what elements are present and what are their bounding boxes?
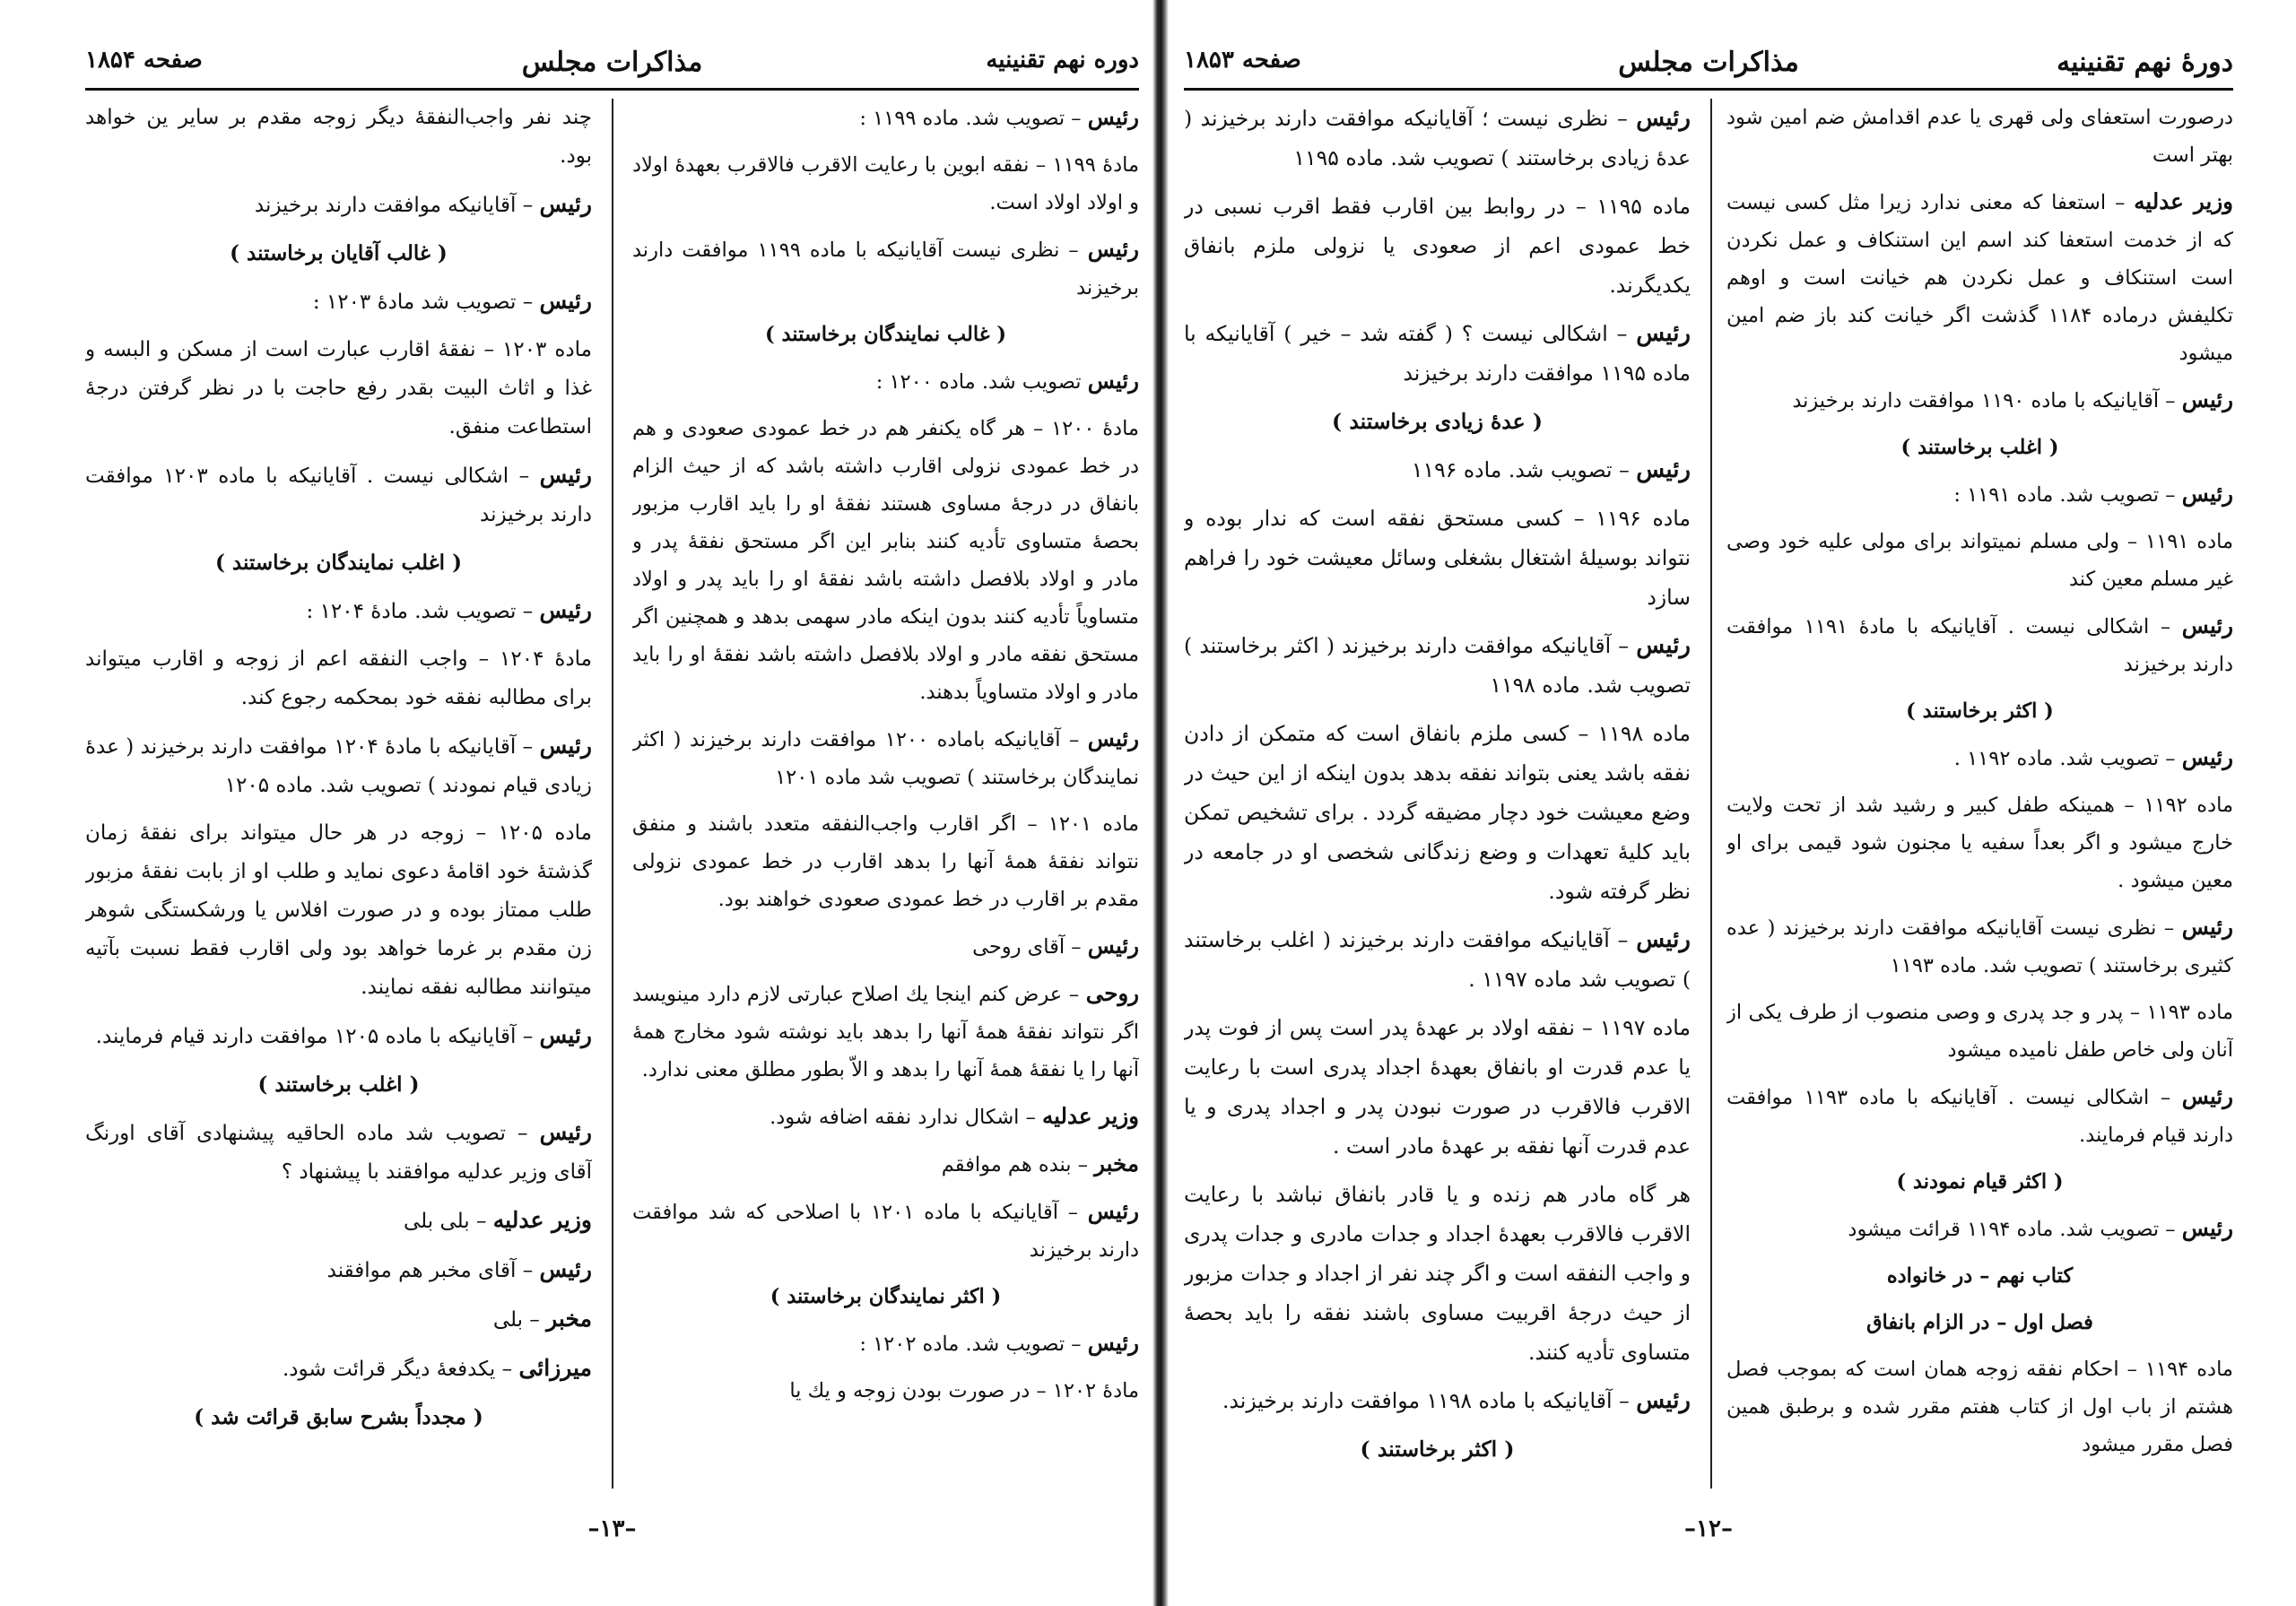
speaker-paragraph xyxy=(1726,1210,2233,1248)
left-page-label: صفحه ۱۸۵۴ xyxy=(85,47,203,74)
paragraph-text: ( اكثر برخاستند ) xyxy=(1906,699,2054,723)
speaker-paragraph xyxy=(1726,908,2233,985)
paragraph-text: ( اكثر قيام نمودند ) xyxy=(1896,1170,2064,1194)
speaker-paragraph xyxy=(1184,99,1691,178)
speaker-paragraph xyxy=(85,1201,592,1241)
paragraph-text: ( اكثر نمايندگان برخاستند ) xyxy=(770,1285,1002,1308)
paragraph-text: – آقايانيكه باماده ۱۲۰۰ موافقت دارند برخيزند ( اكثر نمايندگان برخاستند ) تصويب شد ماده ۱۲۰۱ xyxy=(632,728,1139,789)
paragraph-text: – تصويب شد. ماده ۱۱۹۹ : xyxy=(859,107,1082,130)
vote-note xyxy=(1726,692,2233,730)
speaker-paragraph xyxy=(85,282,592,322)
paragraph-text: ماده ۱۲۰۵ – زوجه در هر حال ميتواند براى نفقهٔ زمان گذشتهٔ خود اقامهٔ دعوى نمايد و طلب او از بابت نفقهٔ مزبور طلب ممتاز بوده و در صورت افلاس يا ورشكستگى شوهر زن مقدم بر غرما خواهد بود ولى اقارب فقط نسبت بآتيه ميتوانند مطالبه نفقه نمايند. xyxy=(85,821,592,999)
paragraph-text: ماده ۱۲۰۳ – نفقهٔ اقارب عبارت است از مسكن و البسه و غذا و اثاث البيت بقدر رفع حاجت با در نظر گرفتن درجهٔ استطاعت منفق. xyxy=(85,338,592,438)
paragraph-text: مادهٔ ۱۲۰۲ – در صورت بودن زوجه و يك يا xyxy=(789,1379,1139,1402)
speaker-paragraph xyxy=(85,1349,592,1389)
speaker-name: رئيس xyxy=(539,733,592,759)
paragraph-text: – تصويب شد. ماده ۱۱۹۴ قرائت ميشود xyxy=(1848,1218,2176,1241)
speaker-name: رئيس xyxy=(1087,1198,1139,1224)
right-page-title: مذاكرات مجلس xyxy=(1618,47,1799,78)
speaker-paragraph xyxy=(632,975,1139,1089)
speaker-paragraph xyxy=(1726,1078,2233,1154)
vote-note xyxy=(1184,402,1691,441)
speaker-name: رئيس xyxy=(2181,386,2233,412)
speaker-name: رئيس xyxy=(539,1119,592,1145)
right-page-number: –۱۲– xyxy=(1684,1515,1733,1542)
speaker-name: رئيس xyxy=(2181,1083,2233,1109)
speaker-name: رئيس xyxy=(1636,1387,1691,1414)
speaker-paragraph xyxy=(1726,739,2233,777)
book-gutter xyxy=(1152,0,1169,1606)
paragraph-text: – تصويب شد مادهٔ ۱۲۰۳ : xyxy=(312,291,534,314)
paragraph-text: ( اكثر برخاستند ) xyxy=(1360,1437,1515,1462)
speaker-name: وزير عدليه xyxy=(1041,1103,1139,1129)
article-paragraph xyxy=(632,805,1139,918)
speaker-name: مخبر xyxy=(546,1306,592,1332)
speaker-paragraph xyxy=(1184,626,1691,705)
speaker-paragraph xyxy=(85,1016,592,1056)
paragraph-text: ( غالب نمايندگان برخاستند ) xyxy=(765,323,1006,346)
paragraph-text: – اشكالى نيست . آقايانيكه با مادهٔ ۱۱۹۱ موافقت دارند برخيزند xyxy=(1726,615,2233,676)
paragraph-text: – آقاى روحى xyxy=(972,935,1082,959)
paragraph-text: – بلى xyxy=(492,1308,540,1332)
paragraph-text: – اشكال ندارد نفقه اضافه شود. xyxy=(770,1106,1036,1129)
speaker-name: رئيس xyxy=(1636,632,1691,659)
speaker-paragraph xyxy=(1184,314,1691,393)
speaker-name: رئيس xyxy=(1636,320,1691,347)
speaker-name: رئيس xyxy=(539,462,592,488)
article-paragraph xyxy=(1726,523,2233,598)
article-paragraph xyxy=(1184,714,1691,911)
column-divider xyxy=(612,99,613,1489)
speaker-name: رئيس xyxy=(539,597,592,623)
left-page-column-left xyxy=(85,99,592,1489)
paragraph-text: – تصويب شد. مادهٔ ۱۲۰۴ : xyxy=(306,600,534,623)
article-paragraph xyxy=(1726,1350,2233,1463)
left-page-number: –۱۳– xyxy=(587,1515,637,1542)
article-paragraph xyxy=(1184,1008,1691,1166)
paragraph-text: ماده ۱۲۰۱ – اگر اقارب واجب‌النفقه متعدد باشند و منفق نتواند نفقهٔ همهٔ آنها را بدهد اقارب در خط عمودى نزولى مقدم بر اقارب در خط عمودى صعودى خواهند بود. xyxy=(632,812,1139,911)
speaker-paragraph xyxy=(1726,183,2233,372)
paragraph-text: ( اغلب برخاستند ) xyxy=(1900,436,2059,459)
vote-note xyxy=(85,543,592,582)
paragraph-text: فصل اول – در الزام بانفاق xyxy=(1866,1311,2093,1334)
paragraph-text: – تصويب شد. ماده ۱۱۹۱ : xyxy=(1953,483,2176,507)
paragraph-text: – اشكالى نيست ؟ ( گفته شد – خير ) آقايانيكه با ماده ۱۱۹۵ موافقت دارند برخيزند xyxy=(1184,321,1691,386)
speaker-paragraph xyxy=(632,99,1139,137)
right-page-column-left xyxy=(1184,99,1691,1489)
right-page-column-right xyxy=(1726,99,2233,1489)
paragraph-text: – تصويب شد ماده الحاقيه پيشنهادى آقاى اورنگ آقاى وزير عدليه موافقند با پيشنهاد ؟ xyxy=(85,1122,592,1184)
speaker-name: رئيس xyxy=(1087,236,1139,262)
paragraph-text: – آقايانيكه موافقت دارند برخيزند xyxy=(254,194,534,217)
paragraph-text: – نظرى نيست آقايانيكه موافقت دارند برخيزند ( عده كثيرى برخاستند ) تصويب شد. ماده ۱۱۹۳ xyxy=(1726,916,2233,977)
paragraph-text: مادهٔ ۱۲۰۴ – واجب النفقه اعم از زوجه و اقارب ميتواند براى مطالبه نفقه خود بمحكمه رجوع كند. xyxy=(85,647,592,709)
speaker-paragraph xyxy=(85,1299,592,1340)
speaker-paragraph xyxy=(632,1098,1139,1136)
speaker-name: رئيس xyxy=(539,191,592,217)
speaker-name: رئيس xyxy=(1636,456,1691,483)
paragraph-text: تصويب شد. ماده ۱۲۰۰ : xyxy=(875,370,1082,394)
vote-note xyxy=(1726,429,2233,466)
vote-note xyxy=(85,234,592,273)
speaker-paragraph xyxy=(632,1324,1139,1363)
speaker-paragraph xyxy=(632,230,1139,307)
paragraph-text: – تصويب شد. ماده ۱۲۰۲ : xyxy=(859,1333,1082,1356)
paragraph-text: – اشكالى نيست . آقايانيكه با ماده ۱۱۹۳ موافقت دارند قيام فرمايند. xyxy=(1726,1086,2233,1147)
vote-note xyxy=(1726,1163,2233,1201)
article-paragraph xyxy=(1726,786,2233,899)
vote-note xyxy=(632,1278,1139,1315)
speaker-name: رئيس xyxy=(2181,744,2233,770)
speaker-name: رئيس xyxy=(1087,1330,1139,1356)
article-paragraph xyxy=(85,814,592,1007)
speaker-name: رئيس xyxy=(1636,926,1691,953)
paragraph-text: ماده ۱۱۹۷ – نفقه اولاد بر عهدهٔ پدر است پس از فوت پدر يا عدم قدرت او بانفاق بعهدهٔ اجداد پدرى است با رعايت الاقرب فالاقرب در صورت نبودن پدر و اجداد پدرى و يا عدم قدرت آنها نفقه بر عهدهٔ مادر است . xyxy=(1184,1015,1691,1159)
vote-note xyxy=(632,316,1139,353)
speaker-paragraph xyxy=(1726,475,2233,514)
paragraph-text: – آقايانيكه با مادهٔ ۱۲۰۴ موافقت دارند برخيزند ( عدهٔ زيادى قيام نمودند ) تصويب شد. ماده ۱۲۰۵ xyxy=(85,735,592,797)
speaker-paragraph xyxy=(632,927,1139,966)
left-page-column-right xyxy=(632,99,1139,1489)
speaker-paragraph xyxy=(85,591,592,631)
left-page-header xyxy=(85,36,1139,91)
speaker-name: روحى xyxy=(1085,980,1139,1006)
article-paragraph xyxy=(632,410,1139,711)
speaker-paragraph xyxy=(1184,1381,1691,1420)
speaker-name: رئيس xyxy=(539,1022,592,1048)
paragraph-text: – اشكالى نيست . آقايانيكه با ماده ۱۲۰۳ موافقت دارند برخيزند xyxy=(85,464,592,526)
paragraph-text: – آقايانيكه با ماده ۱۲۰۵ موافقت دارند قيام فرمايند. xyxy=(95,1025,534,1048)
speaker-paragraph xyxy=(85,1113,592,1192)
speaker-paragraph xyxy=(632,362,1139,401)
speaker-paragraph xyxy=(1184,450,1691,490)
paragraph-text: مادهٔ ۱۱۹۹ – نفقه ابوين با رعايت الاقرب فالاقرب بعهدهٔ اولاد و اولاد اولاد است. xyxy=(632,153,1139,214)
paragraph-text: ( غالب آقايان برخاستند ) xyxy=(230,241,448,265)
paragraph-text: – استعفا كه معنى ندارد زيرا مثل كسى نيست كه از خدمت استعفا كند اسم اين استنكاف و عمل نكردن است استنكاف و عمل نكردن هم خيانت است و اوهم تكليفش درماده ۱۱۸۴ گذشت اگر خيانت كند باز ضم امين ميشود xyxy=(1726,191,2233,365)
paragraph-text: ( اغلب برخاستند ) xyxy=(257,1072,420,1097)
speaker-paragraph xyxy=(1726,607,2233,683)
vote-note xyxy=(1184,1429,1691,1469)
paragraph-text: – عرض كنم اينجا يك اصلاح عبارتى لازم دارد مينويسد اگر نتواند نفقهٔ همهٔ آنها را بدهد بايد نوشته شود مخارج همهٔ آنها را يا نفقهٔ همهٔ آنها را بدهد و الاّ بطور مطلق معنى ندارد. xyxy=(632,983,1139,1081)
paragraph-text: ( مجدداً بشرح سابق قرائت شد ) xyxy=(194,1405,483,1429)
speaker-name: رئيس xyxy=(1087,933,1139,959)
paragraph-text: – آقايانيكه موافقت دارند برخيزند ( اكثر برخاستند ) تصويب شد. ماده ۱۱۹۸ xyxy=(1184,633,1691,698)
paragraph-text: – تصويب شد. ماده ۱۱۹۶ xyxy=(1411,457,1630,482)
paragraph-text: هر گاه مادر هم زنده و يا قادر بانفاق نباشد با رعايت الاقرب فالاقرب بعهدهٔ اجداد و جدات مادرى و جدات پدرى و واجب النفقه است و اگر چند نفر از اجداد و جدات مزبور از حيث درجهٔ اقربيت مساوى باشند نفقه را بايد بحصهٔ متساوى تأديه كنند. xyxy=(1184,1182,1691,1365)
speaker-name: رئيس xyxy=(1636,105,1691,132)
speaker-name: رئيس xyxy=(2181,1215,2233,1241)
vote-note xyxy=(1726,1304,2233,1341)
speaker-paragraph xyxy=(85,726,592,805)
left-page-columns xyxy=(85,99,1139,1489)
vote-note xyxy=(85,1065,592,1104)
paragraph-text: – آقايانيكه با ماده ۱۱۹۰ موافقت دارند برخيزند xyxy=(1792,389,2176,412)
speaker-name: وزير عدليه xyxy=(2134,188,2233,214)
vote-note xyxy=(85,1398,592,1437)
right-page-columns xyxy=(1184,99,2233,1489)
right-page-header xyxy=(1184,36,2233,91)
paragraph-text: – نظرى نيست ؛ آقايانيكه موافقت دارند برخيزند ( عدهٔ زيادى برخاستند ) تصويب شد. ماده ۱۱۹۵ xyxy=(1184,106,1691,170)
article-paragraph xyxy=(1184,187,1691,305)
right-page xyxy=(1184,36,2233,1551)
article-paragraph xyxy=(1726,994,2233,1069)
paragraph-text: ماده ۱۱۹۴ – احكام نفقه زوجه همان است كه بموجب فصل هشتم از باب اول از كتاب هفتم مقرر شده و برطبق همين فصل مقرر ميشود xyxy=(1726,1358,2233,1456)
speaker-name: رئيس xyxy=(1087,104,1139,130)
article-paragraph xyxy=(632,1372,1139,1410)
speaker-paragraph xyxy=(632,1193,1139,1269)
right-page-label: صفحه ۱۸۵۳ xyxy=(1184,47,1301,74)
paragraph-text: ( عدهٔ زيادى برخاستند ) xyxy=(1332,409,1543,434)
paragraph-text: – آقايانيكه با ماده ۱۱۹۸ موافقت دارند برخيزند. xyxy=(1222,1388,1630,1413)
paragraph-text: – يكدفعهٔ ديگر قرائت شود. xyxy=(282,1358,513,1381)
speaker-paragraph xyxy=(1184,920,1691,999)
paragraph-text: كتاب نهم – در خانواده xyxy=(1886,1264,2074,1288)
paragraph-text: ماده ۱۱۹۶ – كسى مستحق نفقه است كه ندار بوده و نتواند بوسيلهٔ اشتغال بشغلى وسائل معيشت خود را فراهم سازد xyxy=(1184,506,1691,610)
column-divider xyxy=(1710,99,1712,1489)
speaker-name: مخبر xyxy=(1094,1150,1139,1176)
article-paragraph xyxy=(85,99,592,176)
paragraph-text: ماده ۱۱۹۲ – همينكه طفل كبير و رشيد شد از تحت ولايت خارج ميشود و اگر بعداً سفيه يا مجنون شود قيمى براى او معين ميشود . xyxy=(1726,794,2233,892)
speaker-paragraph xyxy=(85,185,592,225)
left-page xyxy=(85,36,1139,1551)
speaker-name: رئيس xyxy=(2181,612,2233,638)
speaker-paragraph xyxy=(1726,381,2233,420)
speaker-paragraph xyxy=(632,720,1139,796)
speaker-name: رئيس xyxy=(539,1256,592,1282)
speaker-name: وزير عدليه xyxy=(492,1207,592,1233)
paragraph-text: – تصويب شد. ماده ۱۱۹۲ . xyxy=(1953,747,2176,770)
left-session-label: دوره نهم تقنينيه xyxy=(986,47,1139,74)
article-paragraph xyxy=(85,640,592,717)
paragraph-text: – آقاى مخبر هم موافقند xyxy=(326,1259,534,1282)
article-paragraph xyxy=(1184,499,1691,617)
paragraph-text: ( اغلب نمايندگان برخاستند ) xyxy=(215,551,462,575)
left-page-title: مذاكرات مجلس xyxy=(521,47,703,78)
article-paragraph xyxy=(85,331,592,447)
speaker-name: ميرزائى xyxy=(518,1355,592,1381)
paragraph-text: ماده ۱۱۹۱ – ولى مسلم نميتواند براى مولى عليه خود وصى غير مسلم معين كند xyxy=(1726,530,2233,591)
speaker-name: رئيس xyxy=(2181,914,2233,940)
speaker-name: رئيس xyxy=(2181,481,2233,507)
article-paragraph xyxy=(1184,1175,1691,1372)
speaker-name: رئيس xyxy=(1087,368,1139,394)
article-paragraph xyxy=(632,146,1139,221)
paragraph-text: چند نفر واجب‌النفقهٔ ديگر زوجه مقدم بر ساير ين خواهد بود. xyxy=(85,106,592,168)
paragraph-text: – آقايانيكه با ماده ۱۲۰۱ با اصلاحى كه شد موافقت دارند برخيزند xyxy=(632,1201,1139,1262)
speaker-paragraph xyxy=(85,1250,592,1290)
paragraph-text: – آقايانيكه موافقت دارند برخيزند ( اغلب برخاستند ) تصويب شد ماده ۱۱۹۷ . xyxy=(1184,927,1691,992)
speaker-name: رئيس xyxy=(539,288,592,314)
paragraph-text: – نظرى نيست آقايانيكه با ماده ۱۱۹۹ موافقت دارند برخيزند xyxy=(632,239,1139,299)
speaker-paragraph xyxy=(85,456,592,534)
paragraph-text: مادهٔ ۱۲۰۰ – هر گاه يكنفر هم در خط عمودى صعودى و هم در خط عمودى نزولى اقارب داشته باشد كه از حيث الزام بانفاق در درجهٔ مساوى هستند نفقهٔ او را بايد اقارب مزبور بحصهٔ متساوى تأديه كنند بنابر اين اگر مستحق نفقهٔ پدر و مادر و اولاد بلافصل داشته باشد نفقهٔ او را بايد پدر و اولاد متساوياً تأديه كنند بدون اينكه مادر سهمى بدهد و همچنين اگر مستحق نفقه مادر و اولاد بلافصل داشته باشد نفقهٔ او را بايد مادر و اولاد متساوياً بدهند. xyxy=(632,417,1139,704)
paragraph-text: ماده ۱۱۹۳ – پدر و جد پدرى و وصى منصوب از طرف يكى از آنان ولى خاص طفل ناميده ميشود xyxy=(1726,1001,2233,1062)
right-session-label: دورهٔ نهم تقنينيه xyxy=(2057,47,2233,78)
speaker-name: رئيس xyxy=(1087,725,1139,751)
article-paragraph xyxy=(1726,99,2233,174)
paragraph-text: ماده ۱۱۹۵ – در روابط بين اقارب فقط اقرب نسبى در خط عمودى اعم از صعودى يا نزولى ملزم بانفاق يكديگرند. xyxy=(1184,194,1691,298)
paragraph-text: درصورت استعفاى ولى قهرى يا عدم اقدامش ضم امين شود بهتر است xyxy=(1726,106,2233,167)
paragraph-text: – بلى بلى xyxy=(403,1210,487,1233)
speaker-paragraph xyxy=(632,1145,1139,1184)
vote-note xyxy=(1726,1257,2233,1295)
paragraph-text: – بنده هم موافقم xyxy=(941,1153,1088,1176)
paragraph-text: ماده ۱۱۹۸ – كسى ملزم بانفاق است كه متمكن از دادن نفقه باشد يعنى بتواند نفقه بدهد بدون اينكه از اين حيث در وضع معيشت خود دچار مضيقه گردد . براى تشخيص تمكن بايد كليهٔ تعهدات و وضع زندگانى شخصى او در جامعه در نظر گرفته شود. xyxy=(1184,721,1691,904)
